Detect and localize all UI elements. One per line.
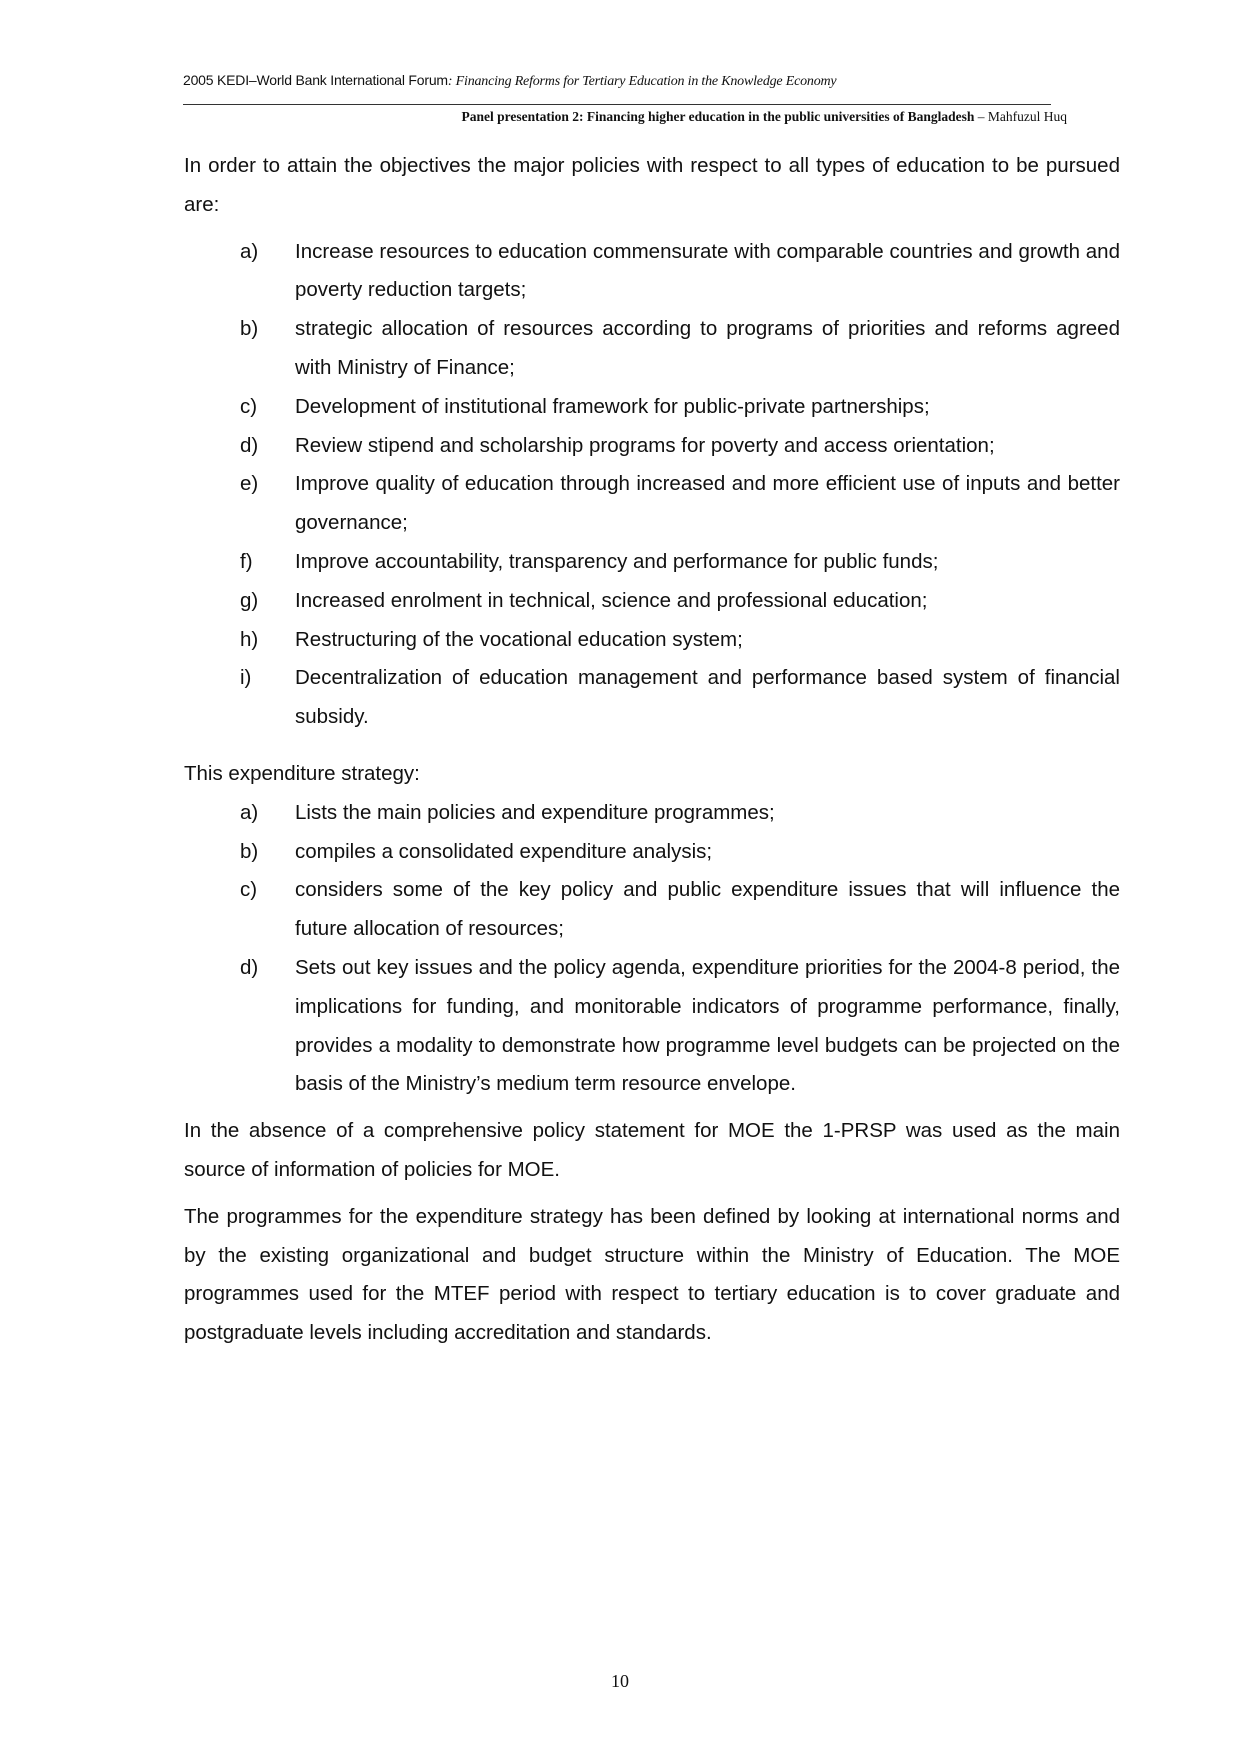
header-forum-name: 2005 KEDI–World Bank International Forum [183, 72, 448, 88]
list-item-text: compiles a consolidated expenditure analysis; [295, 839, 713, 863]
paragraph-absence-policy: In the absence of a comprehensive policy statement for MOE the 1-PRSP was used as the main source of information of policies for MOE. [184, 1119, 1120, 1181]
header-forum-theme: : Financing Reforms for Tertiary Education in the Knowledge Economy [447, 74, 837, 89]
list-item [184, 621, 1120, 660]
list-item [184, 871, 1120, 949]
list-item [184, 233, 1120, 311]
list-item [184, 949, 1120, 1104]
policies-list [184, 233, 1120, 737]
paragraph-programmes: The programmes for the expenditure strategy has been defined by looking at international norms and by the existing organizational and budget structure within the Ministry of Education. The MOE programmes used for the MTEF period with respect to tertiary education is to cover graduate and postgraduate levels including accreditation and standards. [184, 1204, 1120, 1345]
list-item [184, 465, 1120, 543]
list-item-text: Decentralization of education management and performance based system of financial subsidy. [295, 666, 1120, 729]
list-item [184, 794, 1120, 833]
running-header-subtitle [461, 109, 1067, 125]
list-marker: a) [240, 239, 259, 263]
list-item-text: Development of institutional framework for public-private partnerships; [295, 394, 930, 418]
list-item-text: Improve accountability, transparency and performance for public funds; [295, 549, 939, 573]
list-marker: c) [240, 878, 258, 902]
list-item-text: Increase resources to education commensurate with comparable countries and growth and poverty reduction targets; [295, 239, 1120, 302]
list-marker: c) [240, 394, 258, 418]
list-marker: h) [240, 627, 259, 651]
list-marker: f) [240, 549, 253, 573]
list-item-text: Lists the main policies and expenditure programmes; [295, 800, 775, 824]
running-header-title [183, 72, 836, 90]
list-item [184, 543, 1120, 582]
strategy-list [184, 794, 1120, 1104]
list-item [184, 388, 1120, 427]
list-marker: d) [240, 433, 259, 457]
list-marker: b) [240, 317, 259, 341]
page-number: 10 [611, 1671, 629, 1691]
list-marker: d) [240, 955, 259, 979]
list-item-text: Increased enrolment in technical, science and professional education; [295, 588, 928, 612]
list-item [184, 659, 1120, 737]
header-rule [183, 104, 1051, 105]
document-body [184, 147, 1120, 1361]
list-marker: i) [240, 666, 252, 690]
list-marker: g) [240, 588, 259, 612]
list-item-text: considers some of the key policy and public expenditure issues that will influence the future allocation of resources; [295, 878, 1120, 941]
list-item-text: Restructuring of the vocational education system; [295, 627, 743, 651]
list-item-text: Sets out key issues and the policy agenda, expenditure priorities for the 2004-8 period, the implications for funding, and monitorable indicators of programme performance, finally, provides a modality to demonstrate how programme level budgets can be projected on the basis of the Ministry’s medium term resource envelope. [295, 955, 1120, 1096]
list-item [184, 582, 1120, 621]
list-item-text: Review stipend and scholarship programs for poverty and access orientation; [295, 433, 995, 457]
list-item-text: strategic allocation of resources according to programs of priorities and reforms agreed with Ministry of Finance; [295, 317, 1120, 379]
list-item [184, 833, 1120, 872]
header-panel-title: Panel presentation 2: Financing higher education in the public universities of Bangladesh [461, 109, 975, 124]
list-item [184, 427, 1120, 466]
list-marker: b) [240, 839, 259, 863]
list-marker: e) [240, 472, 259, 496]
list-item [184, 310, 1120, 388]
intro-paragraph: In order to attain the objectives the major policies with respect to all types of education to be pursued are: [184, 154, 1120, 216]
strategy-intro: This expenditure strategy: [184, 761, 420, 785]
header-author: – Mahfuzul Huq [974, 109, 1067, 124]
list-item-text: Improve quality of education through increased and more efficient use of inputs and better governance; [295, 472, 1120, 535]
list-marker: a) [240, 800, 259, 824]
